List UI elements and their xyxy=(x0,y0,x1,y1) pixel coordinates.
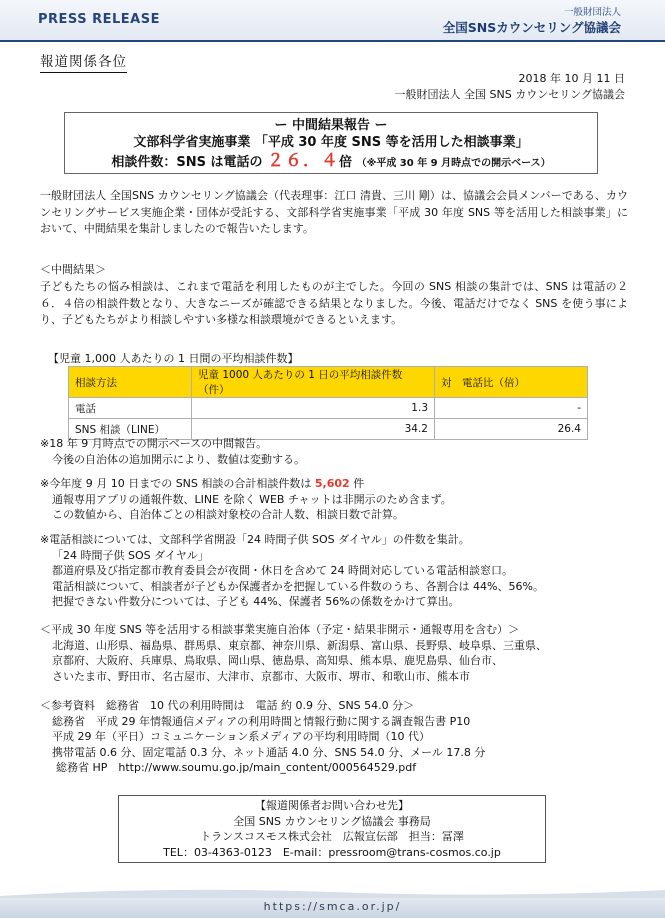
title-ratio-value: ２６．４ xyxy=(267,151,340,171)
issuer: 一般財団法人 全国 SNS カウンセリング協議会 xyxy=(394,88,625,101)
table-cell-method: 電話 xyxy=(69,398,192,419)
contact-line-1: 全国 SNS カウンセリング協議会 事務局 xyxy=(233,814,431,828)
reference-line-1: 総務省 平成 29 年情報通信メディアの利用時間と情報行動に関する調査報告書 P10 xyxy=(52,714,471,728)
release-date: 2018 年 10 月 11 日 xyxy=(518,72,625,85)
note-3 xyxy=(40,532,630,610)
contact-heading: 【報道関係者お問い合わせ先】 xyxy=(255,799,409,812)
title-note: （※平成 30 年 9 月時点での開示ベース） xyxy=(356,158,551,169)
table-header-ratio: 対 電話比（倍） xyxy=(435,367,588,398)
table-cell-ratio: - xyxy=(435,398,588,419)
note-3-line-2: 「24 時間子供 SOS ダイヤル」 xyxy=(52,548,209,562)
reference-line-3: 携帯電話 0.6 分、固定電話 0.3 分、ネット通話 4.0 分、SNS 54.0 分、メール 17.8 分 xyxy=(52,745,486,759)
header-org-type: 一般財団法人 xyxy=(563,7,621,18)
note-2-line-3: この数値から、自治体ごとの相談対象校の合計人数、相談日数で計算。 xyxy=(52,508,404,521)
note-2 xyxy=(40,476,630,523)
reference-heading: ＜参考資料 総務省 10 代の利用時間は 電話 約 0.9 分、SNS 54.0 分＞ xyxy=(40,699,415,712)
result-paragraph: 子どもたちの悩み相談は、これまで電話を利用したものが主でした。今回の SNS 相談の集計では、SNS は電話の２６．４倍の相談件数となり、大きなニーズが確認できる結果となりました。今後、電話だけでなく SNS を使う事により、子どもたちがより相談しやすい多様な相談環境ができるといえます。 xyxy=(40,280,628,326)
title-line-3 xyxy=(65,151,597,174)
page-footer xyxy=(0,896,665,918)
result-heading: ＜中間結果＞ xyxy=(40,263,106,276)
reference-line-2: 平成 29 年（平日）コミュニケーション系メディアの平均利用時間（10 代） xyxy=(52,730,430,743)
page-header xyxy=(0,0,665,42)
note-2-prefix: ※今年度 9 月 10 日までの SNS 相談の合計相談件数は xyxy=(40,477,312,490)
municipalities-line-1: 北海道、山形県、福島県、群馬県、東京都、神奈川県、新潟県、富山県、長野県、岐阜県、三重県、 xyxy=(52,638,547,652)
note-2-total-count: 5,602 xyxy=(314,477,350,490)
title-box xyxy=(64,112,598,174)
note-2-suffix: 件 xyxy=(353,477,365,490)
title-line-2: 文部科学省実施事業 「平成 30 年度 SNS 等を活用した相談事業」 xyxy=(133,135,529,150)
note-3-line-5: 把握できない件数分については、子ども 44%、保護者 56%の係数をかけて算出。 xyxy=(52,595,460,608)
note-3-line-3: 都道府県及び指定都市教育委員会が夜間・休日を含めて 24 時間対応している電話相談窓口。 xyxy=(52,564,513,577)
table-cell-average: 1.3 xyxy=(192,398,435,419)
footer-url[interactable]: https://smca.or.jp/ xyxy=(263,900,402,913)
title-prefix: 相談件数：SNS は電話の xyxy=(111,155,263,170)
note-2-line-2: 通報専用アプリの通報件数、LINE を除く WEB チャットは非開示のため含まず。 xyxy=(52,492,452,506)
consultation-table xyxy=(68,366,588,440)
note-3-line-4: 電話相談について、相談者が子どもか保護者かを把握している件数のうち、各割合は 44%、56%。 xyxy=(52,579,544,593)
press-release-label: PRESS RELEASE xyxy=(38,12,160,27)
title-ratio-unit: 倍 xyxy=(339,155,353,170)
footer-wave-decoration xyxy=(0,886,665,898)
note-1-line-1: ※18 年 9 月時点での開示ベースの中間報告。 xyxy=(40,437,268,450)
table-cell-method: SNS 相談（LINE） xyxy=(69,419,192,440)
municipalities-line-3: さいたま市、野田市、名古屋市、大津市、京都市、大阪市、堺市、和歌山市、熊本市 xyxy=(52,669,470,683)
municipalities-section xyxy=(40,622,630,684)
table-header-method: 相談方法 xyxy=(69,367,192,398)
reference-line-4: 総務省 HP http://www.soumu.go.jp/main_content/000564529.pdf xyxy=(56,761,417,774)
note-3-line-1: ※電話相談については、文部科学省開設「24 時間子供 SOS ダイヤル」の件数を集計。 xyxy=(40,533,470,546)
note-1 xyxy=(40,436,630,467)
title-line-1: ー 中間結果報告 ー xyxy=(274,118,388,133)
contact-line-3: TEL：03-4363-0123 E-mail：pressroom@trans-cosmos.co.jp xyxy=(163,845,501,859)
table-header-row xyxy=(69,367,588,398)
addressee: 報道関係各位 xyxy=(40,50,127,73)
reference-section xyxy=(40,698,630,776)
municipalities-line-2: 京都府、大阪府、兵庫県、鳥取県、岡山県、徳島県、高知県、熊本県、鹿児島県、仙台市、 xyxy=(52,654,503,667)
table-cell-ratio: 26.4 xyxy=(435,419,588,440)
contact-line-2: トランスコスモス株式会社 広報宣伝部 担当：冨澤 xyxy=(200,830,464,843)
header-org-name: 全国SNSカウンセリング協議会 xyxy=(442,20,621,35)
note-2-line-1 xyxy=(40,476,630,492)
intro-paragraph: 一般財団法人 全国SNS カウンセリング協議会（代表理事：江口 清貴、三川 剛）は、協議会会員メンバーである、カウンセリングサービス実施企業・団体が受託する、文部科学省実施事業「平成 30 年度 SNS 等を活用した相談事業」において、中間結果を集計しましたので報告いたします。 xyxy=(40,189,628,235)
table-header-average: 児童 1000 人あたりの 1 日の平均相談件数（件） xyxy=(192,367,435,398)
contact-box xyxy=(118,795,546,863)
municipalities-heading: ＜平成 30 年度 SNS 等を活用する相談事業実施自治体（予定・結果非開示・通報専用を含む）＞ xyxy=(40,623,520,636)
table-row xyxy=(69,398,588,419)
note-1-line-2: 今後の自治体の追加開示により、数値は変動する。 xyxy=(52,452,305,466)
table-cell-average: 34.2 xyxy=(192,419,435,440)
table-title: 【児童 1,000 人あたりの 1 日間の平均相談件数】 xyxy=(48,352,299,365)
